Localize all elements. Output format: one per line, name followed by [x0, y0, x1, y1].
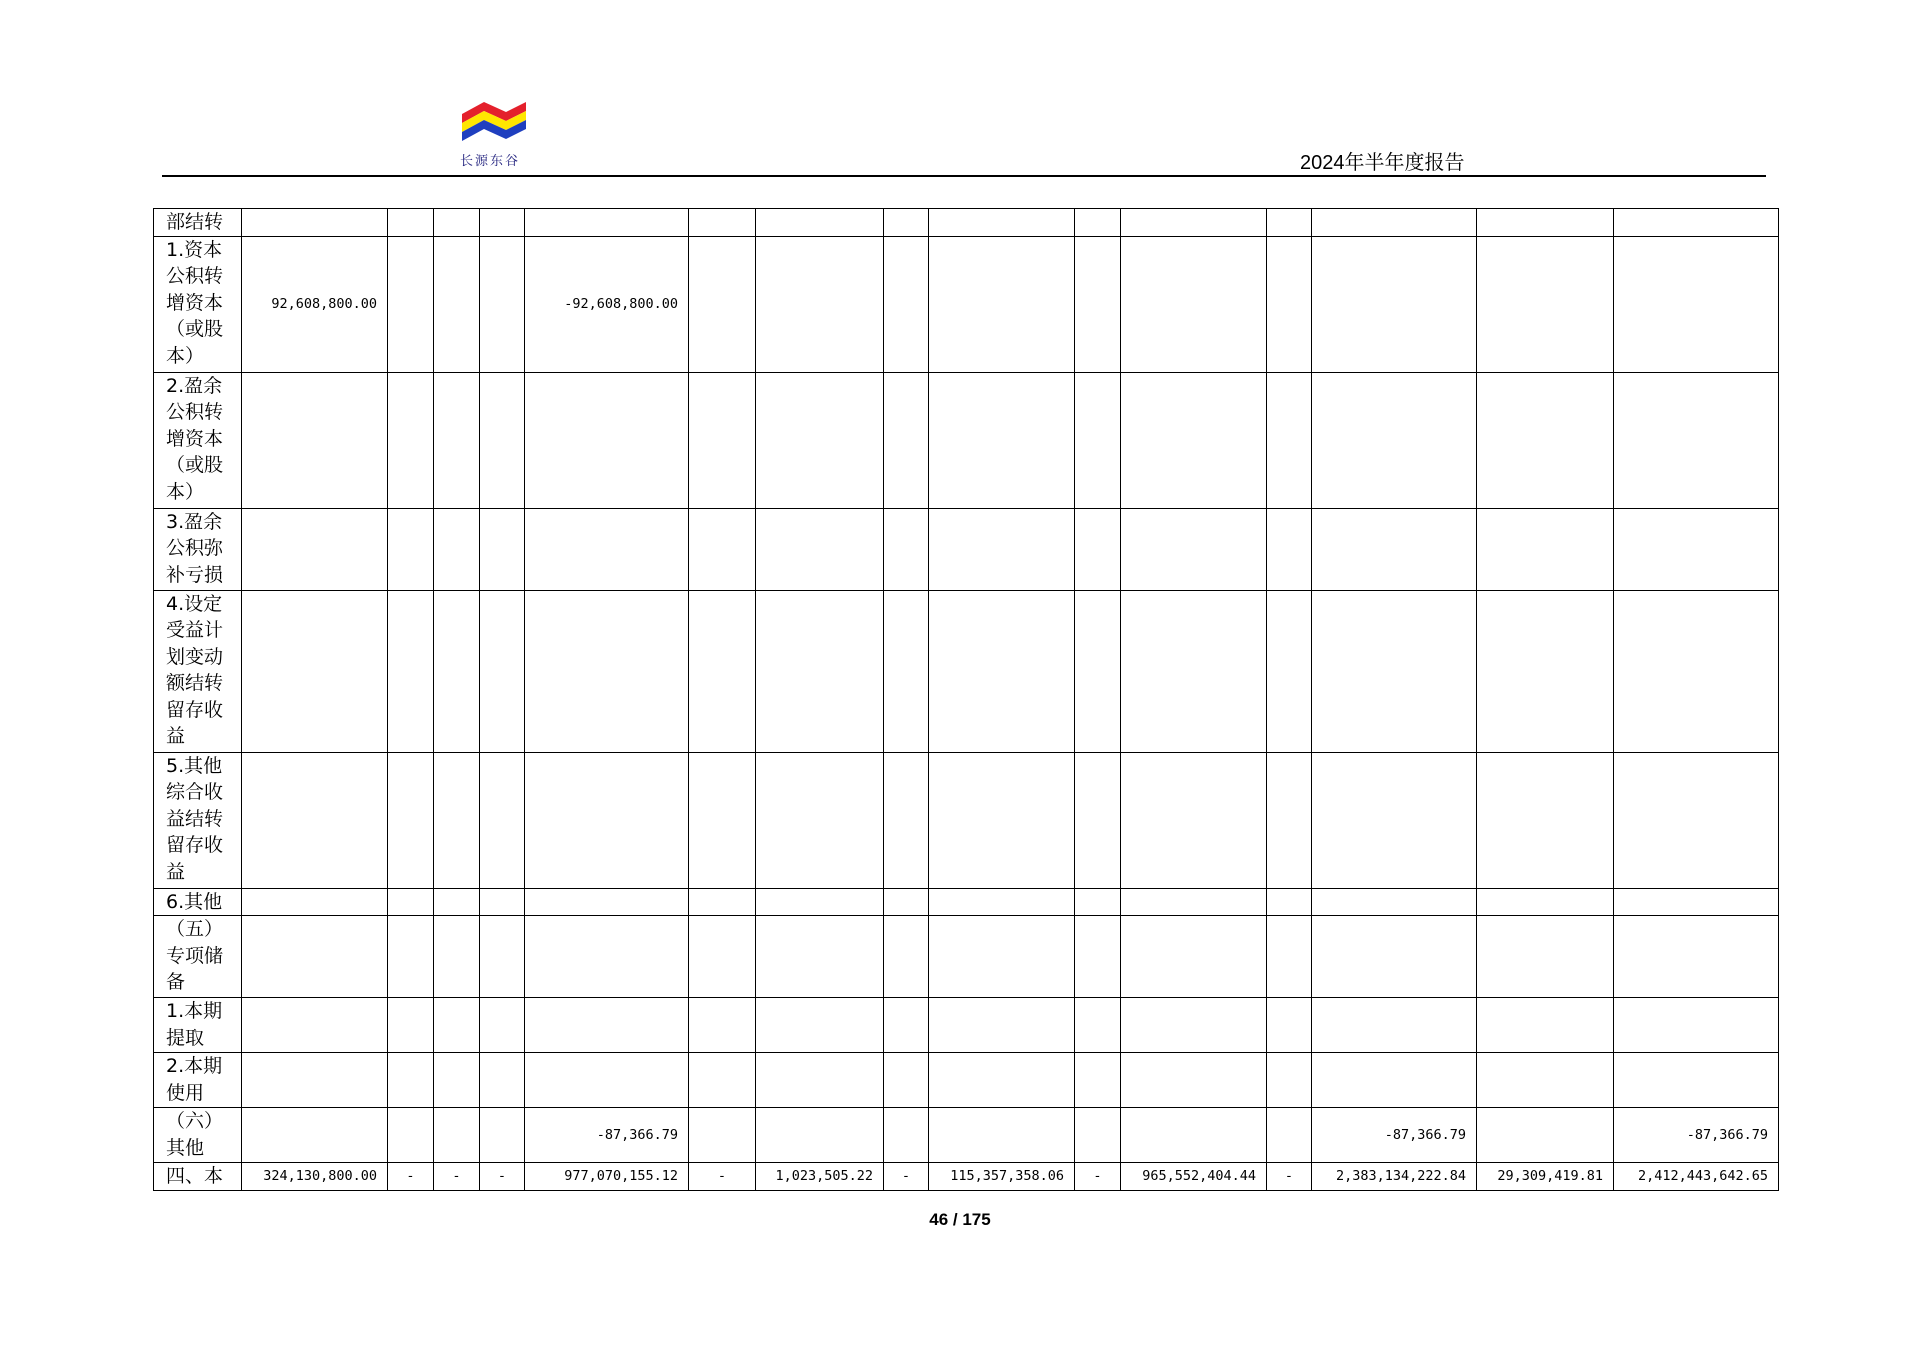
table-cell — [884, 1053, 929, 1108]
table-cell — [1477, 236, 1614, 372]
table-cell — [525, 998, 689, 1053]
table-cell — [1121, 236, 1267, 372]
row-label: 6.其他 — [154, 888, 242, 916]
table-cell — [1267, 236, 1312, 372]
table-cell — [1075, 372, 1121, 508]
table-cell — [1477, 372, 1614, 508]
table-cell — [1312, 888, 1477, 916]
table-cell — [1312, 508, 1477, 590]
table-cell — [1267, 508, 1312, 590]
table-cell — [1075, 236, 1121, 372]
table-cell — [1121, 508, 1267, 590]
table-cell — [756, 590, 884, 752]
table-cell — [1267, 916, 1312, 998]
table-cell — [884, 1108, 929, 1163]
table-cell — [1614, 508, 1779, 590]
table-cell — [388, 209, 434, 237]
table-cell — [1312, 916, 1477, 998]
table-row — [154, 1163, 1779, 1191]
table-cell — [388, 590, 434, 752]
table-cell: - — [884, 1163, 929, 1191]
table-cell — [242, 916, 388, 998]
table-cell — [689, 209, 756, 237]
table-cell — [1614, 590, 1779, 752]
table-cell — [929, 372, 1075, 508]
table-cell — [1121, 998, 1267, 1053]
table-cell — [480, 236, 525, 372]
row-label: 4.设定受益计划变动额结转留存收益 — [154, 590, 242, 752]
table-cell — [388, 1053, 434, 1108]
table-cell — [480, 1053, 525, 1108]
table-cell — [1614, 372, 1779, 508]
table-cell — [929, 1108, 1075, 1163]
table-cell: 324,130,800.00 — [242, 1163, 388, 1191]
table-cell — [1121, 590, 1267, 752]
table-cell — [1614, 752, 1779, 888]
table-row — [154, 372, 1779, 508]
table-cell — [1477, 508, 1614, 590]
table-cell — [1075, 508, 1121, 590]
table-cell — [1614, 209, 1779, 237]
table-cell — [1614, 998, 1779, 1053]
table-cell: 2,412,443,642.65 — [1614, 1163, 1779, 1191]
table-cell: 29,309,419.81 — [1477, 1163, 1614, 1191]
table-cell: 2,383,134,222.84 — [1312, 1163, 1477, 1191]
table-cell — [388, 372, 434, 508]
table-cell — [480, 1108, 525, 1163]
table-cell — [884, 372, 929, 508]
table-cell — [884, 888, 929, 916]
table-cell — [929, 236, 1075, 372]
table-cell: -87,366.79 — [1312, 1108, 1477, 1163]
table-cell — [434, 998, 480, 1053]
table-cell — [388, 916, 434, 998]
table-row — [154, 508, 1779, 590]
table-cell: 92,608,800.00 — [242, 236, 388, 372]
table-cell: 115,357,358.06 — [929, 1163, 1075, 1191]
table-cell — [1312, 209, 1477, 237]
table-row — [154, 1053, 1779, 1108]
table-cell — [1267, 752, 1312, 888]
table-cell — [884, 752, 929, 888]
row-label: 5.其他综合收益结转留存收益 — [154, 752, 242, 888]
table-cell — [1267, 1053, 1312, 1108]
table-cell — [1312, 236, 1477, 372]
row-label: 部结转 — [154, 209, 242, 237]
table-cell — [1121, 752, 1267, 888]
table-cell — [480, 916, 525, 998]
table-cell — [1121, 888, 1267, 916]
table-row — [154, 590, 1779, 752]
table-cell — [689, 508, 756, 590]
table-cell — [1477, 888, 1614, 916]
table-cell — [1614, 916, 1779, 998]
table-cell — [1312, 590, 1477, 752]
table-cell — [756, 372, 884, 508]
table-cell — [929, 1053, 1075, 1108]
table-cell — [1267, 998, 1312, 1053]
table-cell — [434, 1108, 480, 1163]
table-cell — [242, 209, 388, 237]
table-cell — [1477, 1108, 1614, 1163]
table-cell — [1075, 752, 1121, 888]
table-cell — [480, 508, 525, 590]
table-cell: - — [1075, 1163, 1121, 1191]
table-cell — [525, 590, 689, 752]
table-cell — [242, 508, 388, 590]
table-cell — [756, 916, 884, 998]
report-title: 2024年半年度报告 — [1300, 152, 1465, 174]
table-cell: - — [689, 1163, 756, 1191]
table-row — [154, 998, 1779, 1053]
table-cell — [884, 590, 929, 752]
table-cell — [756, 236, 884, 372]
table-cell — [689, 916, 756, 998]
table-cell — [929, 590, 1075, 752]
table-cell — [884, 236, 929, 372]
table-cell — [689, 590, 756, 752]
table-row — [154, 209, 1779, 237]
table-cell — [1312, 752, 1477, 888]
company-logo — [460, 98, 532, 169]
row-label: （六）其他 — [154, 1108, 242, 1163]
table-cell — [1614, 1053, 1779, 1108]
table-cell — [929, 916, 1075, 998]
table-cell — [525, 372, 689, 508]
table-cell — [1267, 590, 1312, 752]
table-cell — [388, 1108, 434, 1163]
table-cell — [1477, 752, 1614, 888]
table-cell — [480, 372, 525, 508]
table-cell — [1312, 1053, 1477, 1108]
row-label: 四、本 — [154, 1163, 242, 1191]
table-cell — [525, 508, 689, 590]
table-cell — [1267, 888, 1312, 916]
table-cell — [756, 209, 884, 237]
table-cell: - — [1267, 1163, 1312, 1191]
table-cell — [884, 916, 929, 998]
table-cell — [480, 888, 525, 916]
table-cell — [756, 1053, 884, 1108]
row-label: 2.盈余公积转增资本（或股本） — [154, 372, 242, 508]
table-cell — [884, 508, 929, 590]
table-cell — [929, 998, 1075, 1053]
table-cell — [1075, 1108, 1121, 1163]
table-cell — [1075, 916, 1121, 998]
table-cell — [242, 1108, 388, 1163]
table-cell — [756, 1108, 884, 1163]
table-cell — [1312, 998, 1477, 1053]
table-cell — [434, 508, 480, 590]
table-cell — [388, 236, 434, 372]
table-cell: 1,023,505.22 — [756, 1163, 884, 1191]
table-cell — [480, 998, 525, 1053]
table-cell — [1614, 236, 1779, 372]
table-row — [154, 752, 1779, 888]
table-cell — [242, 998, 388, 1053]
company-logo-icon — [460, 98, 528, 146]
row-label: 1.本期提取 — [154, 998, 242, 1053]
table-cell — [1614, 888, 1779, 916]
table-cell — [689, 236, 756, 372]
table-cell — [1477, 998, 1614, 1053]
table-cell — [756, 888, 884, 916]
table-cell — [1312, 372, 1477, 508]
table-cell — [434, 236, 480, 372]
table-cell — [434, 372, 480, 508]
row-label: 2.本期使用 — [154, 1053, 242, 1108]
table-cell — [1121, 372, 1267, 508]
table-cell — [434, 888, 480, 916]
table-cell — [1075, 888, 1121, 916]
table-cell — [434, 590, 480, 752]
table-cell — [388, 752, 434, 888]
table-cell — [434, 1053, 480, 1108]
row-label: 1.资本公积转增资本（或股本） — [154, 236, 242, 372]
header-divider — [162, 175, 1766, 177]
equity-changes-table — [153, 208, 1779, 1191]
table-cell — [1121, 916, 1267, 998]
table-cell — [480, 590, 525, 752]
table-cell — [525, 916, 689, 998]
table-cell: - — [434, 1163, 480, 1191]
table-cell: -92,608,800.00 — [525, 236, 689, 372]
table-cell — [689, 1108, 756, 1163]
company-logo-text: 长源东谷 — [460, 154, 521, 169]
table-cell: - — [388, 1163, 434, 1191]
table-cell — [242, 590, 388, 752]
table-cell — [242, 888, 388, 916]
table-cell — [1477, 916, 1614, 998]
table-cell — [756, 752, 884, 888]
table-cell — [929, 888, 1075, 916]
table-cell — [1477, 590, 1614, 752]
table-cell — [884, 209, 929, 237]
table-cell — [689, 888, 756, 916]
table-cell: 965,552,404.44 — [1121, 1163, 1267, 1191]
table-cell — [929, 209, 1075, 237]
table-cell — [388, 508, 434, 590]
table-cell — [1477, 209, 1614, 237]
table-cell: -87,366.79 — [525, 1108, 689, 1163]
table-cell: 977,070,155.12 — [525, 1163, 689, 1191]
table-cell — [1075, 998, 1121, 1053]
table-cell — [1121, 1108, 1267, 1163]
table-cell — [756, 998, 884, 1053]
table-cell — [929, 508, 1075, 590]
table-cell — [242, 1053, 388, 1108]
table-cell — [1121, 209, 1267, 237]
table-cell — [434, 752, 480, 888]
table-cell — [689, 372, 756, 508]
table-cell — [1267, 1108, 1312, 1163]
page-number: 46 / 175 — [929, 1210, 991, 1229]
table-cell: -87,366.79 — [1614, 1108, 1779, 1163]
table-row — [154, 1108, 1779, 1163]
table-cell — [388, 998, 434, 1053]
table-cell — [525, 752, 689, 888]
table-cell — [756, 508, 884, 590]
table-cell — [388, 888, 434, 916]
table-cell — [525, 209, 689, 237]
table-cell — [1477, 1053, 1614, 1108]
table-cell — [525, 888, 689, 916]
table-cell — [1075, 1053, 1121, 1108]
table-cell — [525, 1053, 689, 1108]
table-cell — [884, 998, 929, 1053]
table-cell — [1267, 209, 1312, 237]
table-cell — [1121, 1053, 1267, 1108]
table-cell — [689, 1053, 756, 1108]
table-cell — [1267, 372, 1312, 508]
table-cell — [929, 752, 1075, 888]
row-label: 3.盈余公积弥补亏损 — [154, 508, 242, 590]
table-cell — [242, 372, 388, 508]
table-row — [154, 888, 1779, 916]
table-cell — [434, 916, 480, 998]
table-cell — [1075, 209, 1121, 237]
table-cell: - — [480, 1163, 525, 1191]
table-cell — [1075, 590, 1121, 752]
table-cell — [689, 998, 756, 1053]
table-row — [154, 916, 1779, 998]
table-cell — [689, 752, 756, 888]
row-label: （五）专项储备 — [154, 916, 242, 998]
table-row — [154, 236, 1779, 372]
table-cell — [480, 209, 525, 237]
table-cell — [242, 752, 388, 888]
table-cell — [480, 752, 525, 888]
table-cell — [434, 209, 480, 237]
